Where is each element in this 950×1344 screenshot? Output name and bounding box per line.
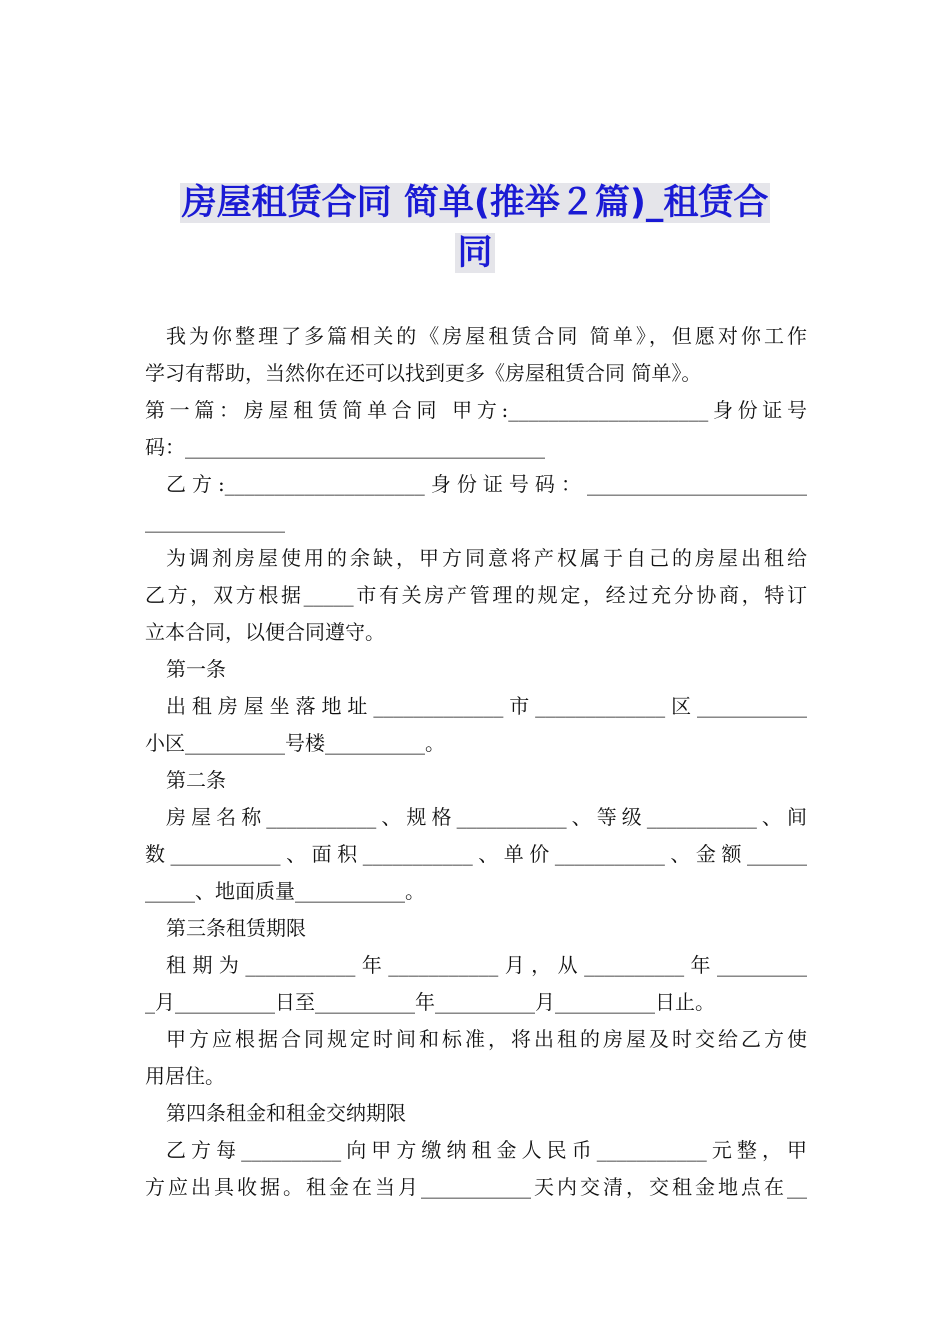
document-body xyxy=(145,318,807,1206)
paragraph-line: _____、地面质量___________。 xyxy=(145,879,425,903)
title-line-2: 同 xyxy=(457,233,493,273)
paragraph-line: 房屋名称___________、规格___________、等级___________、间 xyxy=(166,805,807,829)
paragraph-line: 乙方:____________________身份证号码：______________________ xyxy=(166,472,807,496)
paragraph-line: 立本合同，以便合同遵守。 xyxy=(145,620,385,644)
paragraph-line: 出租房屋坐落地址_____________市_____________区___________ xyxy=(166,694,807,718)
paragraph-line: 我为你整理了多篇相关的《房屋租赁合同 简单》，但愿对你工作 xyxy=(166,324,807,348)
paragraph-line: 租期为___________年___________月，从__________年_________ xyxy=(166,953,807,977)
paragraph-line: 第一条 xyxy=(166,657,226,681)
paragraph-line: 第四条租金和租金交纳期限 xyxy=(166,1101,406,1125)
paragraph-line: 第三条租赁期限 xyxy=(166,916,306,940)
paragraph-line: 乙方，双方根据_____市有关房产管理的规定，经过充分协商，特订 xyxy=(145,583,807,607)
paragraph-line: 甲方应根据合同规定时间和标准，将出租的房屋及时交给乙方使 xyxy=(166,1027,807,1051)
paragraph-line: 为调剂房屋使用的余缺，甲方同意将产权属于自己的房屋出租给 xyxy=(166,546,807,570)
paragraph-line: 第二条 xyxy=(166,768,226,792)
paragraph-line: _月__________日至__________年__________月__________日止。 xyxy=(145,990,715,1014)
paragraph-line: 小区__________号楼__________。 xyxy=(145,731,445,755)
paragraph-line: 第一篇：房屋租赁简单合同 甲方:____________________身份证号 xyxy=(145,398,807,422)
document-title xyxy=(0,178,950,278)
paragraph-line: 方应出具收据。租金在当月___________天内交清，交租金地点在__ xyxy=(145,1175,807,1199)
title-line-1: 房屋租赁合同 简单(推举２篇)_租赁合 xyxy=(181,183,769,223)
paragraph-line: 数___________、面积___________、单价___________、金额______ xyxy=(145,842,807,866)
paragraph-line: 用居住。 xyxy=(145,1064,225,1088)
paragraph-line: 乙方每__________向甲方缴纳租金人民币___________元整，甲 xyxy=(166,1138,807,1162)
paragraph-line: 码：____________________________________ xyxy=(145,435,545,459)
paragraph-line: ______________ xyxy=(145,509,285,533)
paragraph-line: 学习有帮助，当然你在还可以找到更多《房屋租赁合同 简单》。 xyxy=(145,361,702,385)
